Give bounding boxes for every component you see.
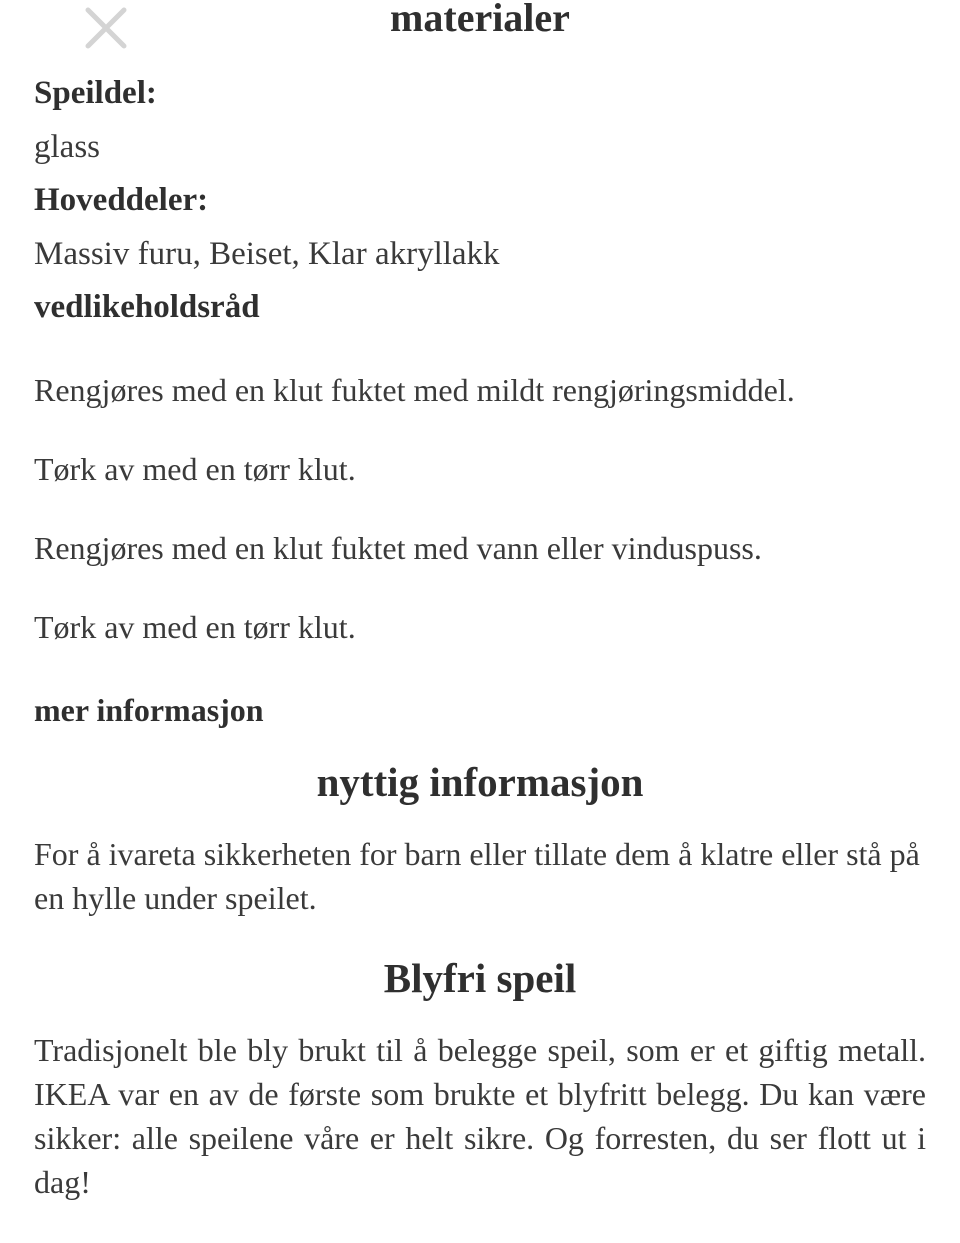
main-parts-value: Massiv furu, Beiset, Klar akryllakk — [34, 236, 500, 272]
more-info-toggle[interactable]: mer informasjon — [34, 692, 264, 728]
main-parts-label: Hoveddeler: — [34, 182, 209, 218]
care-instruction: Tørk av med en tørr klut. — [34, 451, 356, 487]
lead-free-heading: Blyfri speil — [383, 955, 577, 1001]
care-heading: vedlikeholdsråd — [34, 289, 260, 325]
materials-heading: materialer — [390, 0, 570, 40]
mirror-part-label: Speildel: — [34, 75, 157, 111]
mirror-part-value: glass — [34, 129, 100, 165]
useful-info-text: For å ivareta sikkerheten for barn eller tillate dem å klatre eller stå på en hylle under speilet. — [34, 836, 920, 916]
lead-free-text: Tradisjonelt ble bly brukt til å belegge speil, som er et giftig metall. IKEA var en av de første som brukte et blyfritt belegg. Du kan være sikker: alle speilene våre er helt sikre. Og forresten, du ser flott ut i dag! — [34, 1032, 926, 1200]
care-instruction: Rengjøres med en klut fuktet med vann eller vinduspuss. — [34, 530, 762, 566]
useful-info-heading: nyttig informasjon — [316, 759, 644, 805]
care-instruction: Tørk av med en tørr klut. — [34, 609, 356, 645]
care-instruction: Rengjøres med en klut fuktet med mildt rengjøringsmiddel. — [34, 372, 795, 408]
